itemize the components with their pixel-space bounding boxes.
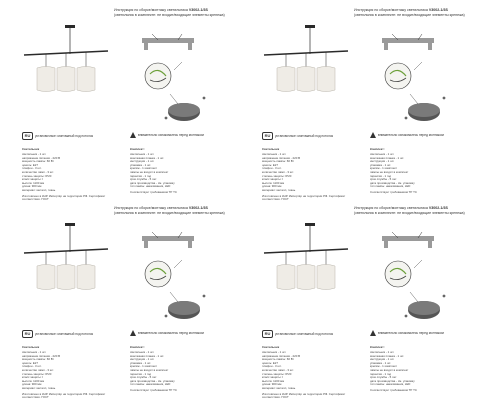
list-item: цоколь: E27: [22, 163, 39, 167]
certification-text: установочные: монтажный под потолок: [35, 134, 94, 138]
package-contents-footer: Соответствует требованиям ТР ТС: [130, 190, 177, 195]
title-subtitle: (светильник в комплекте: не входит/входящие элементы крепежа): [354, 12, 465, 17]
mounting-bracket: [142, 232, 194, 248]
list-item: лампы не входят в комплект: [130, 171, 169, 175]
specifications-footer: Изготовлено в КНР. Импортёр на территории РФ. Сертификат соответствия. ГОСТ: [22, 391, 106, 400]
list-item: мощность лампы: 60 Вт: [22, 160, 54, 164]
package-contents-column: [130, 346, 230, 393]
list-item: тип лампы: накаливания, LED: [130, 383, 171, 387]
list-item: цоколь: E27: [262, 163, 279, 167]
list-item: крепёж - 1 комплект: [130, 365, 157, 369]
safety-symbols-row: [18, 132, 248, 142]
list-item: тип лампы: накаливания, LED: [370, 383, 411, 387]
list-item: светильник - 1 шт.: [262, 351, 287, 355]
specifications-list: [262, 153, 362, 193]
mounting-detail-illustration: [122, 230, 242, 330]
canopy-disc-top: [408, 103, 440, 117]
list-item: монтажная планка - 1 шт.: [130, 354, 165, 358]
list-item: светильник - 1 шт.: [130, 351, 155, 355]
list-item: упаковка - 1 шт.: [130, 361, 152, 365]
disc-arrow: [410, 94, 418, 104]
title-subtitle: (светильник в комплекте: не входит/входящие элементы крепежа): [114, 210, 225, 215]
package-contents-list: [130, 153, 230, 189]
warning-text: внимательно ознакомьтесь перед монтажом: [378, 133, 444, 137]
list-item: напряжение питания - 220 В: [22, 354, 61, 358]
package-contents-heading: Комплект:: [370, 147, 385, 151]
list-item: упаковка - 1 шт.: [370, 361, 392, 365]
panel-title: [114, 8, 246, 17]
mounting-bracket: [142, 34, 194, 50]
list-item: класс защиты: I: [22, 376, 44, 380]
lamp-shade-2: [297, 67, 315, 92]
specifications-column: [262, 148, 362, 202]
list-item: плафон - 3 шт.: [262, 167, 282, 171]
list-item: светильник - 1 шт.: [130, 153, 155, 157]
list-item: класс защиты: I: [22, 178, 44, 182]
list-item: дата производства - см. упаковку: [370, 181, 415, 185]
list-item: плафон - 3 шт.: [22, 365, 42, 369]
title-text: Инструкция по сборке/монтажу светильника: [354, 206, 428, 210]
specifications-footer: Изготовлено в КНР. Импортёр на территории РФ. Сертификат соответствия. ГОСТ: [262, 193, 346, 202]
certification-badge-icon: RU: [262, 132, 273, 140]
model-code: V3002-1/3S: [428, 8, 448, 12]
mounting-detail-illustration: [122, 32, 242, 132]
list-item: светильник - 1 шт.: [262, 153, 287, 157]
list-item: монтажная планка - 1 шт.: [370, 156, 405, 160]
list-item: материал: металл, ткань: [22, 387, 56, 391]
warning-symbol: [130, 330, 204, 336]
instruction-panel-1: [18, 8, 248, 202]
package-contents-column: [370, 148, 470, 195]
screw-icon: [203, 295, 206, 298]
list-item: количество ламп - 3 шт.: [22, 171, 54, 175]
disc-arrow: [410, 292, 418, 302]
list-item: класс защиты: I: [262, 376, 284, 380]
list-item: материал: металл, ткань: [22, 189, 56, 193]
list-item: лампы не входят в комплект: [130, 369, 169, 373]
list-item: упаковка - 1 шт.: [370, 163, 392, 167]
list-item: количество ламп - 3 шт.: [262, 171, 294, 175]
certification-symbol: [22, 330, 93, 338]
list-item: длина: 900 мм: [262, 383, 282, 387]
list-item: срок службы - 5 лет: [130, 178, 157, 182]
list-item: гарантия - 1 год: [130, 174, 152, 178]
list-item: лампы не входят в комплект: [370, 171, 409, 175]
ceiling-canopy: [305, 25, 315, 28]
list-item: инструкция - 1 шт.: [370, 358, 395, 362]
lamp-shade-1: [37, 67, 55, 92]
list-item: плафон - 3 шт.: [262, 365, 282, 369]
wiring-detail-circle: [145, 261, 171, 287]
list-item: количество ламп - 3 шт.: [262, 369, 294, 373]
lamp-shade-2: [57, 67, 75, 92]
wiring-detail-circle: [385, 63, 411, 89]
specifications-footer: Изготовлено в КНР. Импортёр на территории РФ. Сертификат соответствия. ГОСТ: [22, 193, 106, 202]
specifications-column: [262, 346, 362, 400]
list-item: упаковка - 1 шт.: [130, 163, 152, 167]
warning-text: внимательно ознакомьтесь перед монтажом: [378, 331, 444, 335]
package-contents-footer: Соответствует требованиям ТР ТС: [370, 388, 417, 393]
list-item: светильник - 1 шт.: [22, 153, 47, 157]
instruction-panel-2: [258, 8, 488, 202]
screw-icon-2: [405, 315, 408, 318]
screw-icon-2: [405, 117, 408, 120]
list-item: гарантия - 1 год: [370, 372, 392, 376]
list-item: напряжение питания - 220 В: [22, 156, 61, 160]
warning-triangle-icon: [370, 132, 376, 138]
specifications-heading: Светильник: [22, 345, 40, 349]
certification-badge-icon: RU: [262, 330, 273, 338]
wiring-detail-circle: [145, 63, 171, 89]
list-item: материал: металл, ткань: [262, 189, 296, 193]
list-item: срок службы - 5 лет: [370, 376, 397, 380]
lamp-shade-3: [77, 67, 95, 92]
list-item: срок службы - 5 лет: [130, 376, 157, 380]
instruction-panel-4: [258, 206, 488, 400]
warning-triangle-icon: [370, 330, 376, 336]
arrow-line: [174, 62, 182, 70]
mounting-bracket: [382, 232, 434, 248]
list-item: напряжение питания - 220 В: [262, 156, 301, 160]
package-contents-list: [370, 153, 470, 189]
list-item: дата производства - см. упаковку: [130, 181, 175, 185]
title-subtitle: (светильник в комплекте: не входит/входящие элементы крепежа): [354, 210, 465, 215]
specifications-heading: Светильник: [22, 147, 40, 151]
certification-badge-icon: RU: [22, 132, 33, 140]
ceiling-canopy: [305, 223, 315, 226]
list-item: класс защиты: I: [262, 178, 284, 182]
specifications-heading: Светильник: [262, 345, 280, 349]
model-code: V3002-1/3S: [188, 8, 208, 12]
title-subtitle: (светильник в комплекте: не входит/входящие элементы крепежа): [114, 12, 225, 17]
package-contents-heading: Комплект:: [130, 345, 145, 349]
arrow-line: [174, 260, 182, 268]
lamp-shade-1: [37, 265, 55, 290]
list-item: степень защиты: IP20: [262, 174, 292, 178]
canopy-disc-top: [168, 103, 200, 117]
list-item: инструкция - 1 шт.: [130, 160, 155, 164]
certification-symbol: [262, 132, 333, 140]
specifications-footer: Изготовлено в КНР. Импортёр на территории РФ. Сертификат соответствия. ГОСТ: [262, 391, 346, 400]
list-item: длина: 900 мм: [22, 185, 42, 189]
list-item: материал: металл, ткань: [262, 387, 296, 391]
list-item: длина: 900 мм: [262, 185, 282, 189]
safety-symbols-row: [258, 132, 488, 142]
list-item: мощность лампы: 60 Вт: [262, 358, 294, 362]
list-item: тип лампы: накаливания, LED: [370, 185, 411, 189]
certification-text: установочные: монтажный под потолок: [275, 134, 334, 138]
list-item: крепёж - 1 комплект: [370, 167, 397, 171]
list-item: высота: 1100 мм: [22, 379, 45, 383]
disc-arrow: [170, 94, 178, 104]
pendant-lamp-illustration: [258, 24, 358, 114]
lamp-shade-3: [317, 265, 335, 290]
canopy-disc-top: [168, 301, 200, 315]
specifications-list: [262, 351, 362, 391]
mounting-detail-illustration: [362, 32, 482, 132]
lamp-shade-2: [57, 265, 75, 290]
list-item: светильник - 1 шт.: [22, 351, 47, 355]
list-item: высота: 1100 мм: [262, 181, 285, 185]
list-item: монтажная планка - 1 шт.: [130, 156, 165, 160]
warning-symbol: [370, 330, 444, 336]
list-item: дата производства - см. упаковку: [130, 379, 175, 383]
list-item: срок службы - 5 лет: [370, 178, 397, 182]
lamp-shade-3: [317, 67, 335, 92]
certification-text: установочные: монтажный под потолок: [35, 332, 94, 336]
pendant-lamp-illustration: [258, 222, 358, 312]
package-contents-footer: Соответствует требованиям ТР ТС: [370, 190, 417, 195]
list-item: высота: 1100 мм: [262, 379, 285, 383]
package-contents-column: [370, 346, 470, 393]
lamp-shade-1: [277, 67, 295, 92]
list-item: лампы не входят в комплект: [370, 369, 409, 373]
list-item: количество ламп - 3 шт.: [22, 369, 54, 373]
arrow-line: [414, 62, 422, 70]
mounting-bracket: [382, 34, 434, 50]
list-item: крепёж - 1 комплект: [130, 167, 157, 171]
certification-symbol: [262, 330, 333, 338]
list-item: цоколь: E27: [262, 361, 279, 365]
list-item: степень защиты: IP20: [22, 174, 52, 178]
screw-icon: [443, 295, 446, 298]
list-item: мощность лампы: 60 Вт: [22, 358, 54, 362]
mounting-detail-illustration: [362, 230, 482, 330]
list-item: инструкция - 1 шт.: [130, 358, 155, 362]
title-text: Инструкция по сборке/монтажу светильника: [114, 8, 188, 12]
list-item: крепёж - 1 комплект: [370, 365, 397, 369]
list-item: высота: 1100 мм: [22, 181, 45, 185]
warning-symbol: [130, 132, 204, 138]
list-item: степень защиты: IP20: [262, 372, 292, 376]
list-item: длина: 900 мм: [22, 383, 42, 387]
canopy-disc-top: [408, 301, 440, 315]
safety-symbols-row: [18, 330, 248, 340]
list-item: инструкция - 1 шт.: [370, 160, 395, 164]
list-item: напряжение питания - 220 В: [262, 354, 301, 358]
wiring-detail-circle: [385, 261, 411, 287]
screw-icon: [443, 97, 446, 100]
list-item: гарантия - 1 год: [370, 174, 392, 178]
certification-symbol: [22, 132, 93, 140]
panel-title: [114, 206, 246, 215]
panel-title: [354, 206, 486, 215]
certification-badge-icon: RU: [22, 330, 33, 338]
package-contents-footer: Соответствует требованиям ТР ТС: [130, 388, 177, 393]
specifications-list: [22, 153, 122, 193]
specifications-column: [22, 346, 122, 400]
package-contents-list: [370, 351, 470, 387]
list-item: плафон - 3 шт.: [22, 167, 42, 171]
package-contents-heading: Комплект:: [130, 147, 145, 151]
warning-triangle-icon: [130, 330, 136, 336]
certification-text: установочные: монтажный под потолок: [275, 332, 334, 336]
list-item: тип лампы: накаливания, LED: [130, 185, 171, 189]
model-code: V3002-1/3S: [188, 206, 208, 210]
disc-arrow: [170, 292, 178, 302]
package-contents-list: [130, 351, 230, 387]
model-code: V3002-1/3S: [428, 206, 448, 210]
specifications-list: [22, 351, 122, 391]
screw-icon-2: [165, 117, 168, 120]
package-contents-heading: Комплект:: [370, 345, 385, 349]
screw-icon-2: [165, 315, 168, 318]
title-text: Инструкция по сборке/монтажу светильника: [114, 206, 188, 210]
specifications-column: [22, 148, 122, 202]
arrow-line: [414, 260, 422, 268]
list-item: степень защиты: IP20: [22, 372, 52, 376]
pendant-lamp-illustration: [18, 222, 118, 312]
ceiling-canopy: [65, 223, 75, 226]
warning-symbol: [370, 132, 444, 138]
panel-title: [354, 8, 486, 17]
package-contents-column: [130, 148, 230, 195]
safety-symbols-row: [258, 330, 488, 340]
lamp-shade-2: [297, 265, 315, 290]
lamp-shade-1: [277, 265, 295, 290]
list-item: дата производства - см. упаковку: [370, 379, 415, 383]
lamp-shade-3: [77, 265, 95, 290]
pendant-lamp-illustration: [18, 24, 118, 114]
list-item: мощность лампы: 60 Вт: [262, 160, 294, 164]
title-text: Инструкция по сборке/монтажу светильника: [354, 8, 428, 12]
instruction-panel-3: [18, 206, 248, 400]
list-item: гарантия - 1 год: [130, 372, 152, 376]
warning-text: внимательно ознакомьтесь перед монтажом: [138, 133, 204, 137]
warning-text: внимательно ознакомьтесь перед монтажом: [138, 331, 204, 335]
specifications-heading: Светильник: [262, 147, 280, 151]
list-item: монтажная планка - 1 шт.: [370, 354, 405, 358]
list-item: цоколь: E27: [22, 361, 39, 365]
ceiling-canopy: [65, 25, 75, 28]
warning-triangle-icon: [130, 132, 136, 138]
list-item: светильник - 1 шт.: [370, 351, 395, 355]
screw-icon: [203, 97, 206, 100]
list-item: светильник - 1 шт.: [370, 153, 395, 157]
